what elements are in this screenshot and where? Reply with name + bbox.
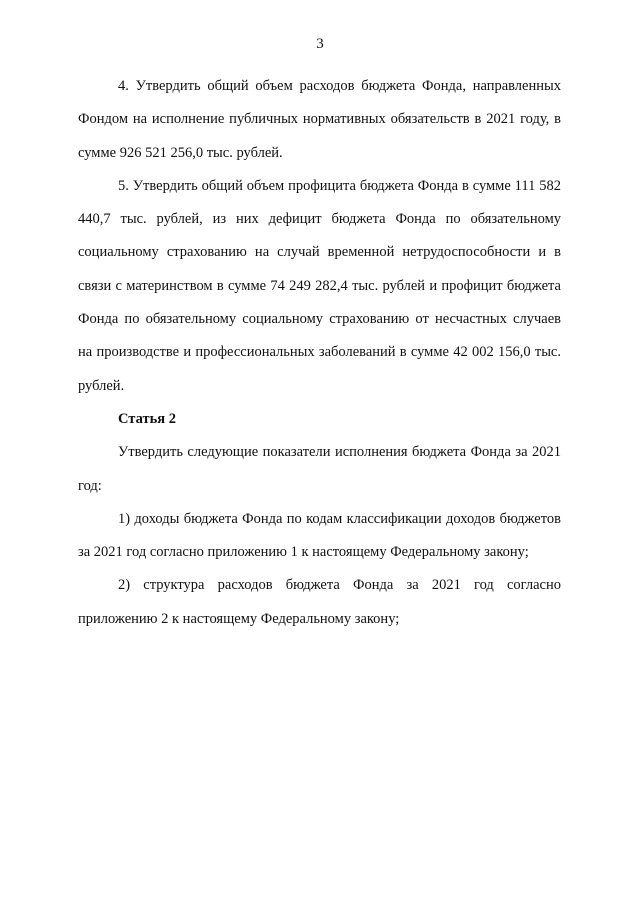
paragraph-4: 4. Утвердить общий объем расходов бюджета Фонда, направленных Фондом на исполнение публичных нормативных обязательств в 2021 году, в сумме 926 521 256,0 тыс. рублей.	[78, 78, 561, 161]
page-number: 3	[316, 36, 324, 52]
document-body	[78, 70, 561, 636]
paragraph-5: 5. Утвердить общий объем профицита бюджета Фонда в сумме 111 582 440,7 тыс. рублей, из них дефицит бюджета Фонда по обязательному социальному страхованию на случай временной нетрудоспособности и в связи с материнством в сумме 74 249 282,4 тыс. рублей и профицит бюджета Фонда по обязательному социальному страхованию от несчастных случаев на производстве и профессиональных заболеваний в сумме 42 002 156,0 тыс. рублей.	[78, 177, 561, 394]
article-2-intro: Утвердить следующие показатели исполнения бюджета Фонда за 2021 год:	[78, 444, 561, 494]
article-2-item-2: 2) структура расходов бюджета Фонда за 2021 год согласно приложению 2 к настоящему Федеральному закону;	[78, 577, 561, 627]
article-2-item-1: 1) доходы бюджета Фонда по кодам классификации доходов бюджетов за 2021 год согласно приложению 1 к настоящему Федеральному закону;	[78, 510, 561, 561]
article-2-heading: Статья 2	[118, 410, 176, 427]
